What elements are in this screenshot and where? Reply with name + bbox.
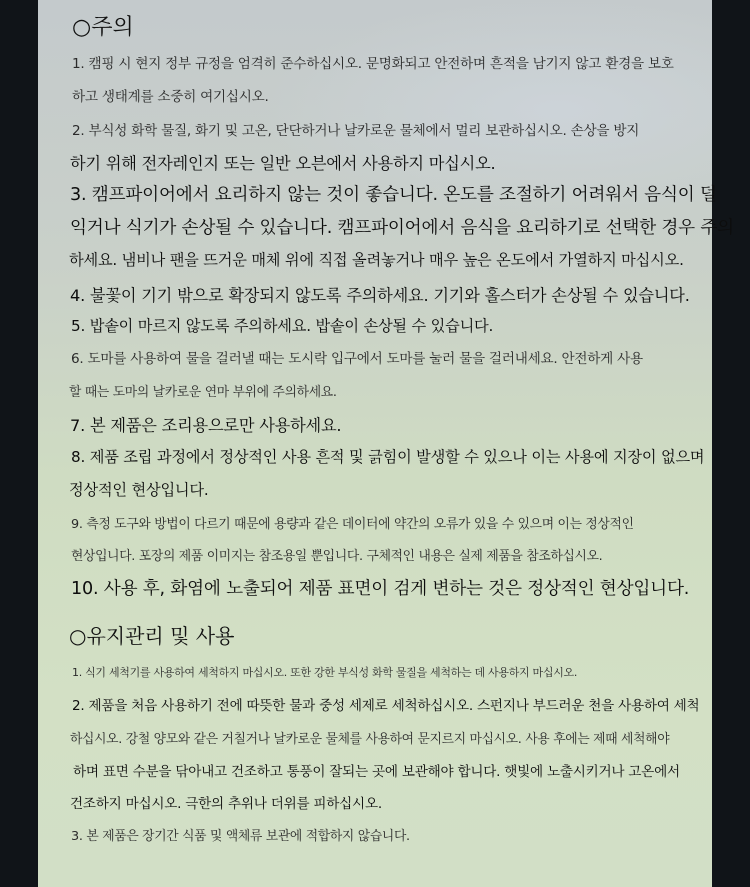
caution-line-5: 3. 캠프파이어에서 요리하지 않는 것이 좋습니다. 온도를 조절하기 어려워서 음식이 덜 [70,185,717,205]
maintenance-line-3: 하십시오. 강철 양모와 같은 거칠거나 날카로운 물체를 사용하여 문지르지 마십시오. 사용 후에는 제때 세척해야 [70,732,670,747]
caution-line-11: 할 때는 도마의 날카로운 연마 부위에 주의하세요. [69,385,337,400]
caution-line-15: 9. 측정 도구와 방법이 다르기 때문에 용량과 같은 데이터에 약간의 오류가 있을 수 있으며 이는 정상적인 [71,517,634,532]
maintenance-line-6: 3. 본 제품은 장기간 식품 및 액체류 보관에 적합하지 않습니다. [71,829,410,844]
caution-line-4: 하기 위해 전자레인지 또는 일반 오븐에서 사용하지 마십시오. [70,154,496,173]
caution-line-6: 익거나 식기가 손상될 수 있습니다. 캠프파이어에서 음식을 요리하기로 선택한 경우 주의 [70,218,734,238]
caution-line-17: 10. 사용 후, 화염에 노출되어 제품 표면이 검게 변하는 것은 정상적인 현상입니다. [71,579,690,599]
instruction-sheet [38,0,734,887]
caution-line-14: 정상적인 현상입니다. [69,481,209,499]
maintenance-line-4: 하며 표면 수분을 닦아내고 건조하고 통풍이 잘되는 곳에 보관해야 합니다. 햇빛에 노출시키거나 고온에서 [73,764,680,780]
caution-line-3: 2. 부식성 화학 물질, 화기 및 고온, 단단하거나 날카로운 물체에서 멀리 보관하십시오. 손상을 방지 [72,123,640,139]
caution-heading: ○주의 [72,15,134,40]
caution-line-1: 1. 캠핑 시 현지 정부 규정을 엄격히 준수하십시오. 문명화되고 안전하며 흔적을 남기지 않고 환경을 보호 [72,56,674,72]
caution-line-2: 하고 생태계를 소중히 여기십시오. [72,89,269,105]
maintenance-heading: ○유지관리 및 사용 [69,624,235,648]
caution-line-7: 하세요. 냄비나 팬을 뜨거운 매체 위에 직접 올려놓거나 매우 높은 온도에서 가열하지 마십시오. [69,251,684,269]
caution-line-8: 4. 불꽃이 기기 밖으로 확장되지 않도록 주의하세요. 기기와 홀스터가 손상될 수 있습니다. [70,286,690,305]
caution-line-9: 5. 밥솥이 마르지 않도록 주의하세요. 밥솥이 손상될 수 있습니다. [71,317,494,335]
caution-line-16: 현상입니다. 포장의 제품 이미지는 참조용일 뿐입니다. 구체적인 내용은 실제 제품을 참조하십시오. [71,549,603,564]
maintenance-line-2: 2. 제품을 처음 사용하기 전에 따뜻한 물과 중성 세제로 세척하십시오. 스펀지나 부드러운 천을 사용하여 세척 [72,698,700,714]
caution-line-10: 6. 도마를 사용하여 물을 걸러낼 때는 도시락 입구에서 도마를 눌러 물을 걸러내세요. 안전하게 사용 [71,351,643,367]
caution-line-12: 7. 본 제품은 조리용으로만 사용하세요. [70,416,342,435]
maintenance-line-1: 1. 식기 세척기를 사용하여 세척하지 마십시오. 또한 강한 부식성 화학 물질을 세척하는 데 사용하지 마십시오. [72,666,578,679]
caution-line-13: 8. 제품 조립 과정에서 정상적인 사용 흔적 및 긁힘이 발생할 수 있으나 이는 사용에 지장이 없으며 [71,448,705,466]
maintenance-line-5: 건조하지 마십시오. 극한의 추위나 더위를 피하십시오. [70,796,382,812]
